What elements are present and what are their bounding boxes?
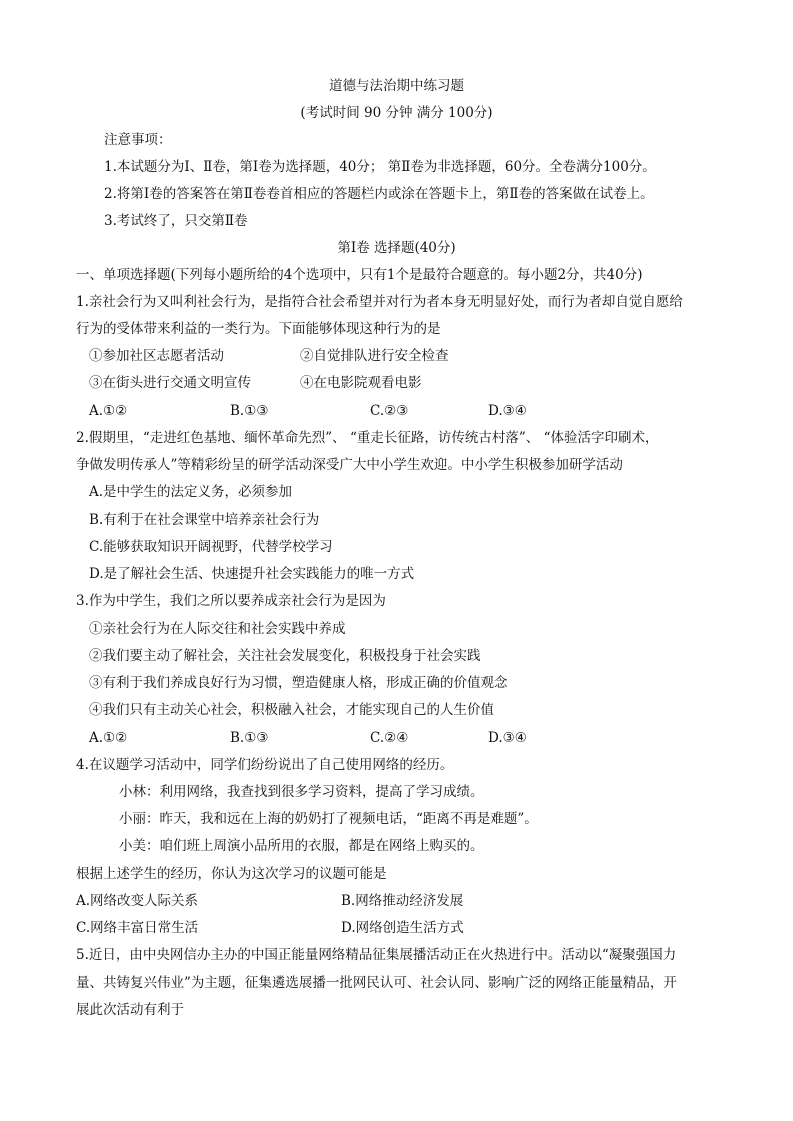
q5-stem-line-1: 5.近日，由中央网信办主办的中国正能量网络精品征集展播活动正在火热进行中。活动以“凝聚强国力 bbox=[76, 947, 677, 963]
q4-quote-2: 小丽：昨天，我和远在上海的奶奶打了视频电话，“距离不再是难题”。 bbox=[119, 811, 538, 827]
q3-option-b: B.①③ bbox=[230, 730, 269, 746]
q4-stem: 4.在议题学习活动中，同学们纷纷说出了自己使用网络的经历。 bbox=[76, 757, 454, 773]
q2-stem-line-2: 争做发明传承人”等精彩纷呈的研学活动深受广大中小学生欢迎。中小学生积极参加研学活动 bbox=[76, 457, 623, 473]
q1-item-1: ①参加社区志愿者活动 bbox=[89, 348, 224, 364]
q3-option-a: A.①② bbox=[89, 730, 128, 746]
q5-stem-line-2: 量、共铸复兴伟业”为主题，征集遴选展播一批网民认可、社会认同、影响广泛的网络正能量精品，开 bbox=[76, 975, 677, 991]
q1-item-2: ②自觉排队进行安全检查 bbox=[300, 348, 449, 364]
q3-item-4: ④我们只有主动关心社会，积极融入社会，才能实现自己的人生价值 bbox=[89, 702, 494, 718]
q4-question: 根据上述学生的经历，你认为这次学习的议题可能是 bbox=[76, 866, 387, 882]
q2-option-b: B.有利于在社会课堂中培养亲社会行为 bbox=[89, 512, 320, 528]
q2-stem-line-1: 2.假期里，“走进红色基地、缅怀革命先烈”、 “重走长征路，访传统古村落”、 “体验活字印刷术， bbox=[76, 430, 659, 446]
q4-option-c: C.网络丰富日常生活 bbox=[76, 920, 199, 936]
q5-stem-line-3: 展此次活动有利于 bbox=[76, 1002, 184, 1018]
q1-option-c: C.②③ bbox=[370, 403, 409, 419]
page-title: 道德与法治期中练习题 bbox=[329, 78, 464, 94]
q4-quote-1: 小林：利用网络，我查找到很多学习资料，提高了学习成绩。 bbox=[119, 784, 484, 800]
page-subtitle: (考试时间 90 分钟 满分 100分) bbox=[300, 105, 493, 121]
q3-option-c: C.②④ bbox=[370, 730, 409, 746]
q4-option-d: D.网络创造生活方式 bbox=[341, 920, 464, 936]
q1-option-a: A.①② bbox=[89, 403, 128, 419]
q1-stem-line-2: 行为的受体带来利益的一类行为。下面能够体现这种行为的是 bbox=[76, 321, 441, 337]
q4-quote-3: 小美：咱们班上周演小品所用的衣服，都是在网络上购买的。 bbox=[119, 838, 484, 854]
note-item-1: 1.本试题分为Ⅰ、Ⅱ卷，第Ⅰ卷为选择题，40分； 第Ⅱ卷为非选择题，60分。全卷满分100分。 bbox=[104, 159, 656, 175]
note-item-2: 2.将第Ⅰ卷的答案答在第Ⅱ卷卷首相应的答题栏内或涂在答题卡上，第Ⅱ卷的答案做在试卷上。 bbox=[104, 186, 654, 202]
q3-option-d: D.③④ bbox=[488, 730, 527, 746]
notes-heading: 注意事项： bbox=[104, 132, 172, 148]
q1-option-d: D.③④ bbox=[488, 403, 527, 419]
note-item-3: 3.考试终了，只交第Ⅱ卷 bbox=[104, 213, 248, 229]
section-title: 第Ⅰ卷 选择题(40分) bbox=[337, 240, 456, 256]
section-instruction: 一、单项选择题(下列每小题所给的4个选项中，只有1个是最符合题意的。每小题2分，共40分) bbox=[76, 267, 643, 283]
q3-item-2: ②我们要主动了解社会，关注社会发展变化，积极投身于社会实践 bbox=[89, 648, 481, 664]
q4-option-a: A.网络改变人际关系 bbox=[76, 893, 199, 909]
q1-stem-line-1: 1.亲社会行为又叫利社会行为，是指符合社会希望并对行为者本身无明显好处，而行为者却自觉自愿给 bbox=[76, 294, 683, 310]
q1-option-b: B.①③ bbox=[230, 403, 269, 419]
q1-item-4: ④在电影院观看电影 bbox=[300, 375, 422, 391]
q2-option-a: A.是中学生的法定义务，必须参加 bbox=[89, 484, 293, 500]
q3-stem: 3.作为中学生，我们之所以要养成亲社会行为是因为 bbox=[76, 593, 386, 609]
q1-item-3: ③在街头进行交通文明宣传 bbox=[89, 375, 251, 391]
q2-option-c: C.能够获取知识开阔视野，代替学校学习 bbox=[89, 539, 333, 555]
q3-item-1: ①亲社会行为在人际交往和社会实践中养成 bbox=[89, 621, 346, 637]
q2-option-d: D.是了解社会生活、快速提升社会实践能力的唯一方式 bbox=[89, 566, 415, 582]
q3-item-3: ③有利于我们养成良好行为习惯，塑造健康人格，形成正确的价值观念 bbox=[89, 675, 508, 691]
q4-option-b: B.网络推动经济发展 bbox=[341, 893, 464, 909]
